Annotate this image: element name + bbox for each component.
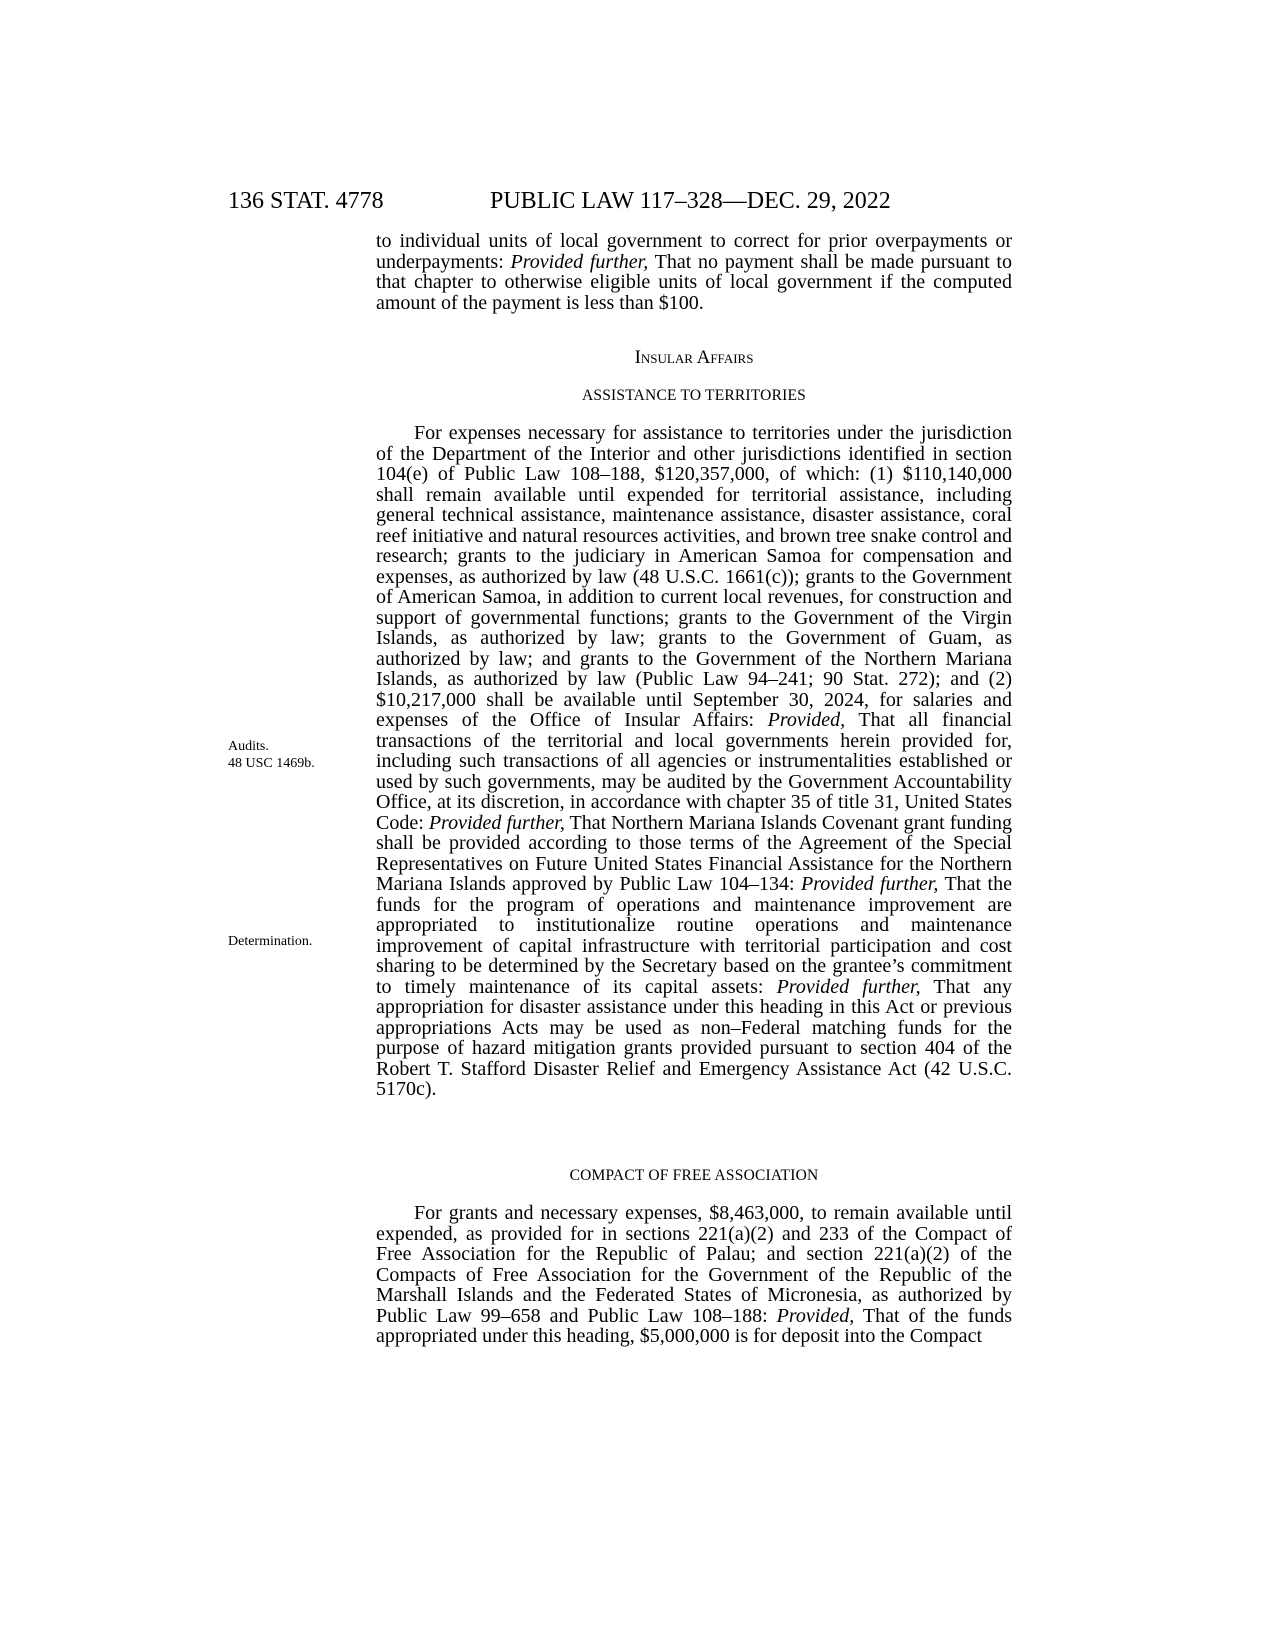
paragraph-compact-text-2: That of the funds appropriated under this heading, $5,000,000 is for deposit into the Compact: [376, 1304, 1013, 1347]
margin-note-audits: [228, 738, 315, 772]
paragraph-territories-text-1: For expenses necessary for assistance to territories under the jurisdiction of the Department of the Interior and other jurisdictions identified in section 104(e) of Public Law 108–188, $120,357,000, of which: (1) $110,140,000 shall remain available until expended for territorial assistance, including general technical assistance, maintenance assistance, disaster assistance, coral reef initiative and natural resources activities, and brown tree snake control and research; grants to the judiciary in American Samoa for compensation and expenses, as authorized by law (48 U.S.C. 1661(c)); grants to the Government of American Samoa, in addition to current local revenues, for construction and support of governmental functions; grants to the Government of the Virgin Islands, as authorized by law; grants to the Government of Guam, as authorized by law; and grants to the Government of the Northern Mariana Islands, as authorized by law (Public Law 94–241; 90 Stat. 272); and (2) $10,217,000 shall be available until September 30, 2024, for salaries and expenses of the Office of Insular Affairs:: [376, 422, 1012, 731]
margin-note-audits-citation: 48 USC 1469b.: [228, 756, 315, 771]
paragraph-intro-text-2: That no payment shall be made pursuant to that chapter to otherwise eligible units of local government if the computed amount of the payment is less than $100.: [376, 250, 1012, 314]
paragraph-territories: [376, 423, 1012, 1100]
paragraph-territories-text-5: That any appropriation for disaster assistance under this heading in this Act or previous appropriations Acts may be used as non–Federal matching funds for the purpose of hazard mitigation grants provided pursuant to section 404 of the Robert T. Stafford Disaster Relief and Emergency Assistance Act (42 U.S.C. 5170c).: [376, 975, 1012, 1100]
public-law-title: PUBLIC LAW 117–328—DEC. 29, 2022: [490, 188, 891, 214]
paragraph-territories-proviso-1: Provided,: [767, 709, 846, 731]
margin-note-determination: Determination.: [228, 934, 313, 949]
heading-compact-of-free-association: COMPACT OF FREE ASSOCIATION: [569, 1167, 819, 1184]
paragraph-territories-text-2: That all financial transactions of the territorial and local governments herein provided for, including such transactions of all agencies or instrumentalities established or used by such governments, may be audited by the Government Accountability Office, at its discretion, in accordance with chapter 35 of title 31, United States Code:: [376, 709, 1012, 834]
paragraph-territories-proviso-3: Provided further,: [801, 873, 939, 895]
margin-note-audits-label: Audits.: [228, 739, 269, 754]
paragraph-territories-proviso-2: Provided further,: [428, 811, 565, 834]
paragraph-territories-text-4: That the funds for the program of operations and maintenance improvement are appropriated to institutionalize routine operations and maintenance improvement of capital infrastructure with territorial participation and cost sharing to be determined by the Secretary based on the grantee’s commitment to timely maintenance of its capital assets:: [376, 873, 1012, 998]
heading-insular-affairs: Insular Affairs: [634, 347, 754, 368]
paragraph-compact-text-1: For grants and necessary expenses, $8,463,000, to remain available until expended, as provided for in sections 221(a)(2) and 233 of the Compact of Free Association for the Republic of Palau; and section 221(a)(2) of the Compacts of Free Association for the Government of the Republic of the Marshall Islands and the Federated States of Micronesia, as authorized by Public Law 99–658 and Public Law 108–188:: [376, 1202, 1012, 1327]
paragraph-territories-text-3: That Northern Mariana Islands Covenant grant funding shall be provided according to those terms of the Agreement of the Special Representatives on Future United States Financial Assistance for the Northern Mariana Islands approved by Public Law 104–134:: [376, 811, 1012, 895]
paragraph-intro: [376, 231, 1012, 313]
paragraph-territories-proviso-4: Provided further,: [776, 975, 921, 998]
paragraph-compact: [376, 1203, 1012, 1347]
paragraph-intro-text-1: to individual units of local government to correct for prior overpayments or underpayments:: [376, 230, 1012, 273]
paragraph-intro-proviso: Provided further,: [510, 250, 649, 273]
paragraph-compact-proviso: Provided,: [776, 1304, 855, 1327]
heading-assistance-to-territories: ASSISTANCE TO TERRITORIES: [582, 387, 806, 404]
statute-page-number: 136 STAT. 4778: [228, 188, 384, 214]
